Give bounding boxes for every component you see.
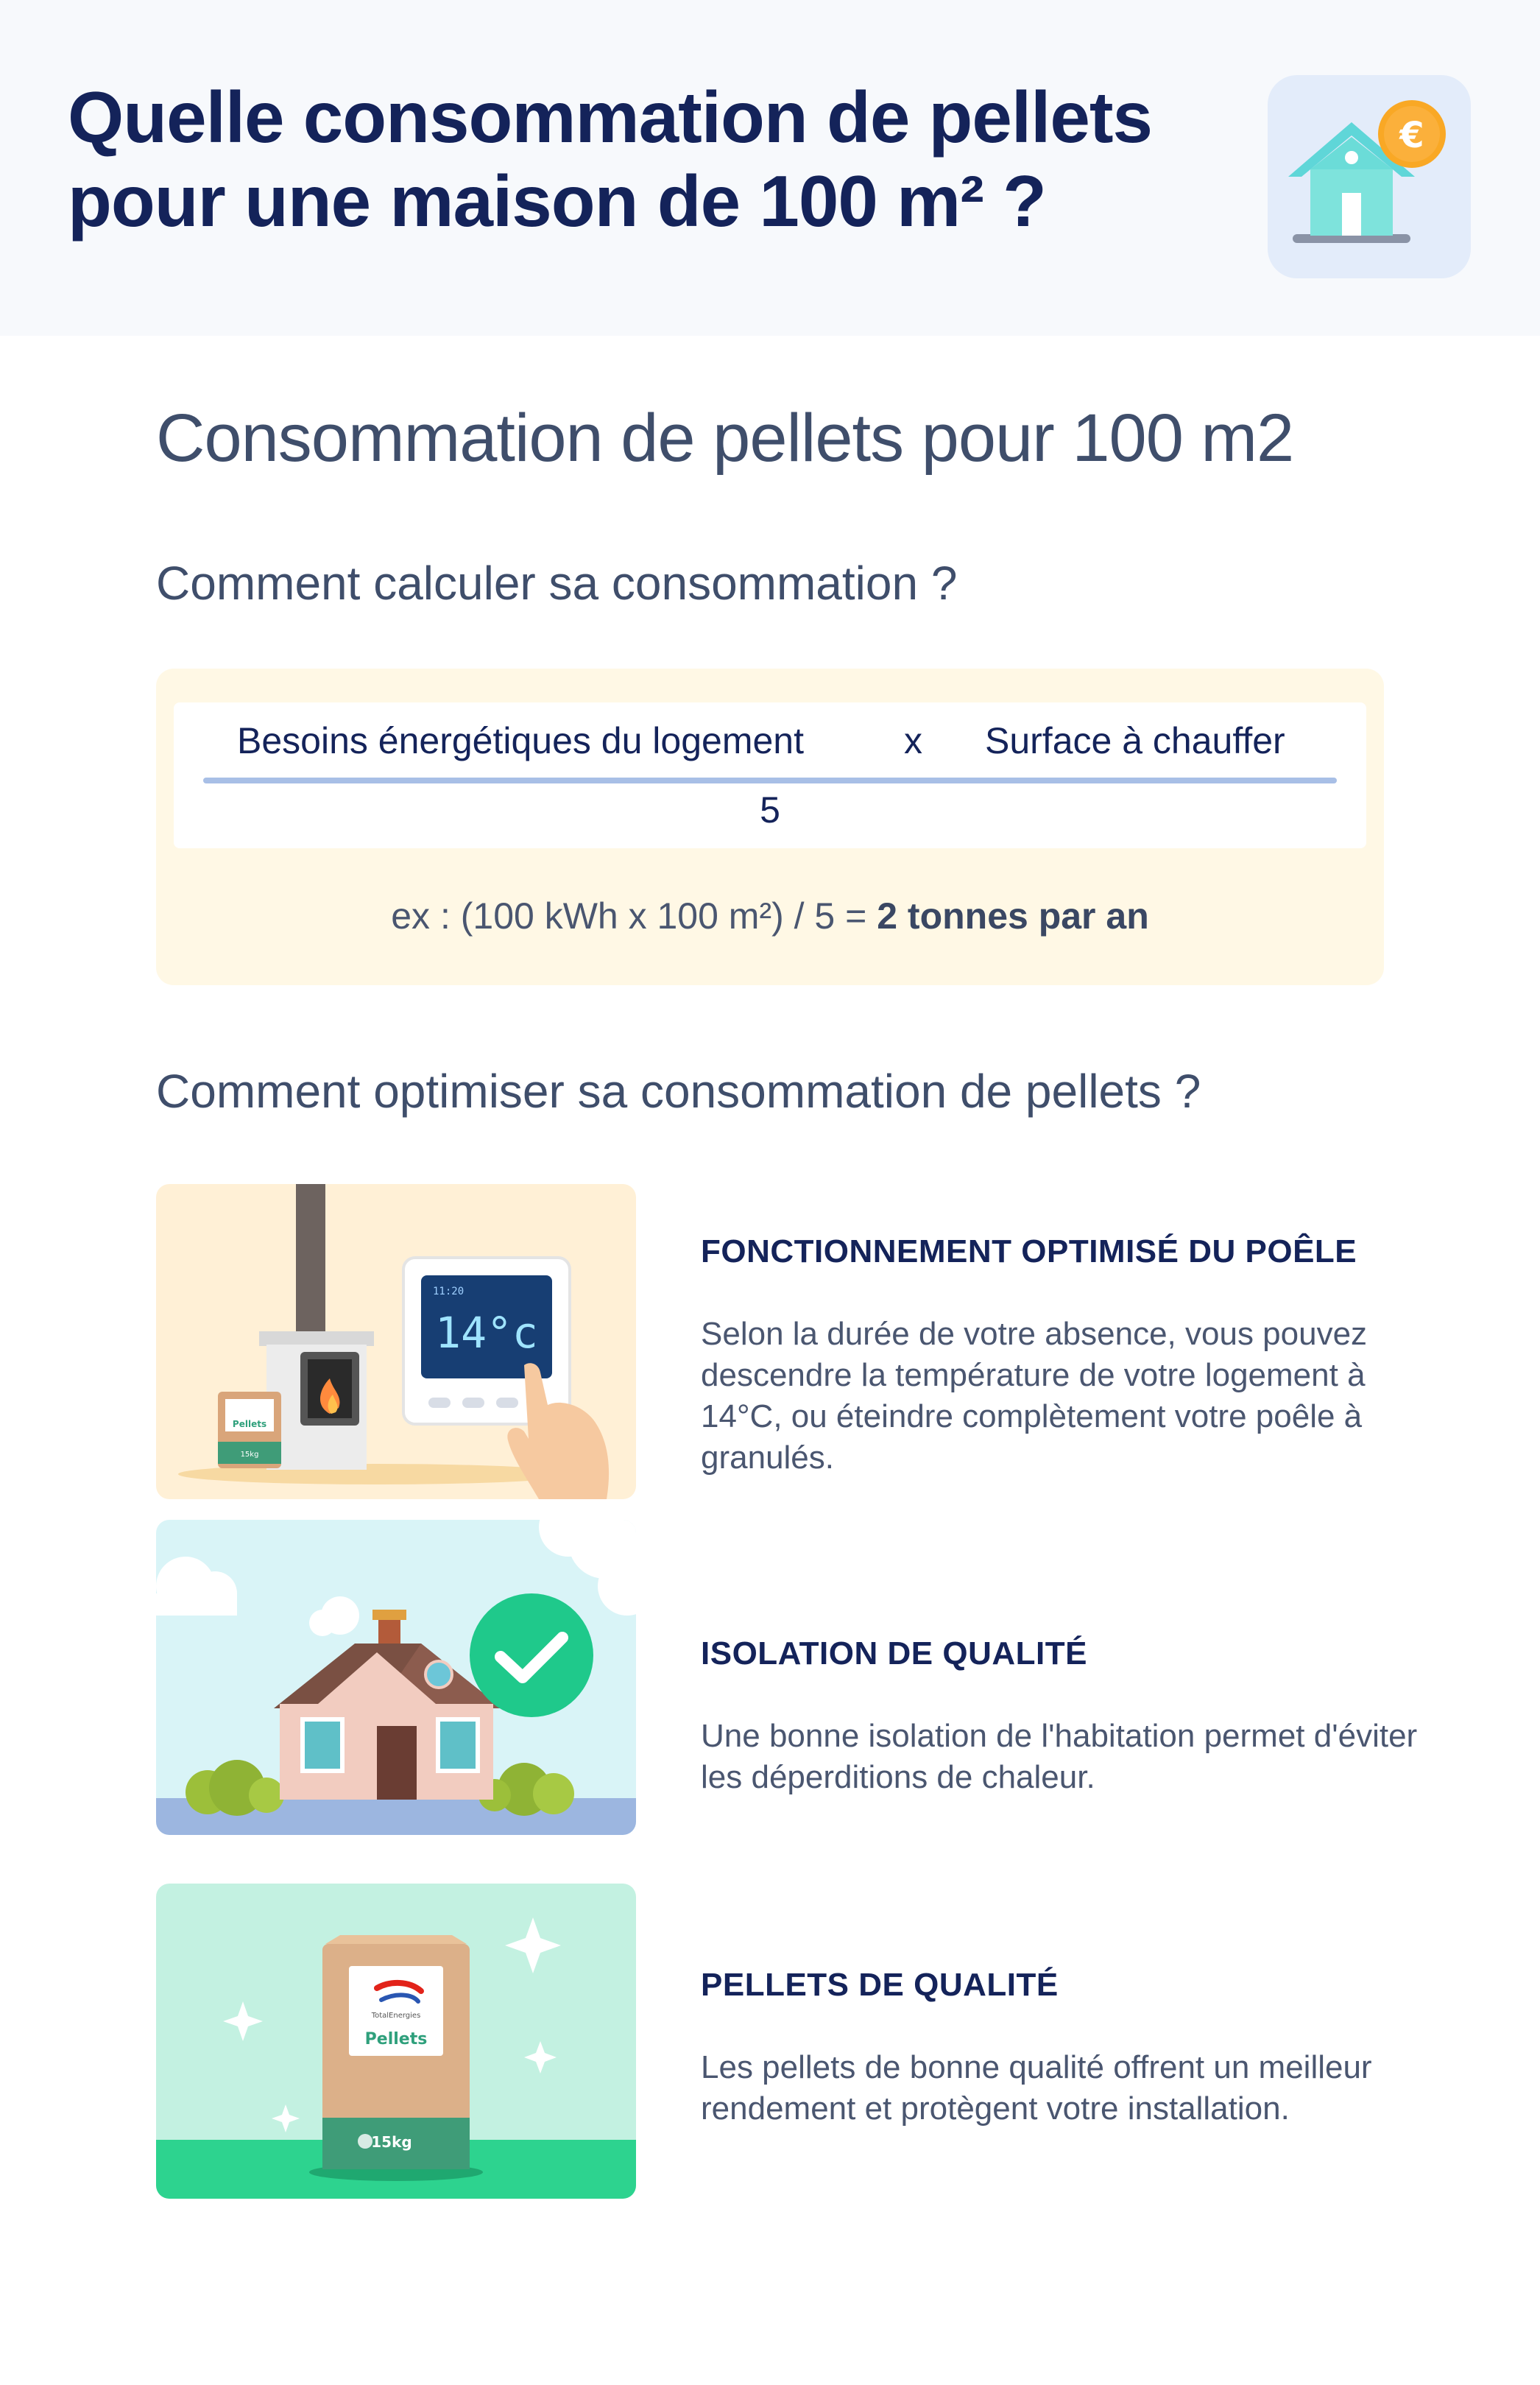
stove-thermostat-illustration bbox=[156, 1184, 636, 1499]
item-title: ISOLATION DE QUALITÉ bbox=[701, 1635, 1087, 1671]
formula-numerator-left: Besoins énergétiques du logement bbox=[237, 720, 804, 761]
svg-text:Pellets: Pellets bbox=[232, 1419, 267, 1429]
item-text: Les pellets de bonne qualité offrent un meilleur rendement et protègent votre installation. bbox=[701, 2049, 1372, 2127]
item-title: FONCTIONNEMENT OPTIMISÉ DU POÊLE bbox=[701, 1233, 1357, 1269]
svg-text:14°c: 14°c bbox=[435, 1308, 538, 1358]
formula-numerator-right: Surface à chauffer bbox=[985, 720, 1285, 761]
optimize-heading: Comment optimiser sa consommation de pellets ? bbox=[156, 1065, 1201, 1118]
fraction-line bbox=[203, 778, 1337, 783]
pellet-bag-illustration bbox=[156, 1884, 636, 2199]
svg-text:15kg: 15kg bbox=[371, 2133, 412, 2151]
formula-example bbox=[156, 894, 1384, 938]
formula-denominator: 5 bbox=[760, 789, 780, 831]
formula-example-prefix: ex : (100 kWh x 100 m²) / 5 = bbox=[391, 895, 877, 937]
formula-box bbox=[156, 669, 1384, 985]
calc-heading: Comment calculer sa consommation ? bbox=[156, 557, 958, 610]
item-title: PELLETS DE QUALITÉ bbox=[701, 1967, 1059, 2003]
page-title-line-1: Quelle consommation de pellets bbox=[68, 77, 1153, 158]
house-euro-icon bbox=[1268, 75, 1471, 278]
section-title: Consommation de pellets pour 100 m2 bbox=[156, 401, 1294, 476]
formula-operator: x bbox=[904, 720, 922, 761]
formula-example-result: 2 tonnes par an bbox=[877, 895, 1149, 937]
svg-text:15kg: 15kg bbox=[240, 1451, 259, 1459]
item-text: Une bonne isolation de l'habitation permet d'éviter les déperditions de chaleur. bbox=[701, 1718, 1418, 1795]
svg-text:Pellets: Pellets bbox=[364, 2030, 428, 2048]
page-title-line-2: pour une maison de 100 m² ? bbox=[68, 161, 1046, 242]
svg-text:€: € bbox=[1399, 115, 1424, 156]
page-header bbox=[0, 0, 1540, 336]
formula-card bbox=[174, 702, 1366, 848]
bag-brand-text: TotalEnergies bbox=[371, 2012, 421, 2020]
svg-text:11:20: 11:20 bbox=[433, 1286, 465, 1297]
page-title bbox=[68, 75, 1172, 243]
house-insulation-illustration bbox=[156, 1520, 636, 1835]
item-text: Selon la durée de votre absence, vous pouvez descendre la température de votre logement à 14°C, ou éteindre complètement votre poêle à granulés. bbox=[701, 1316, 1368, 1476]
